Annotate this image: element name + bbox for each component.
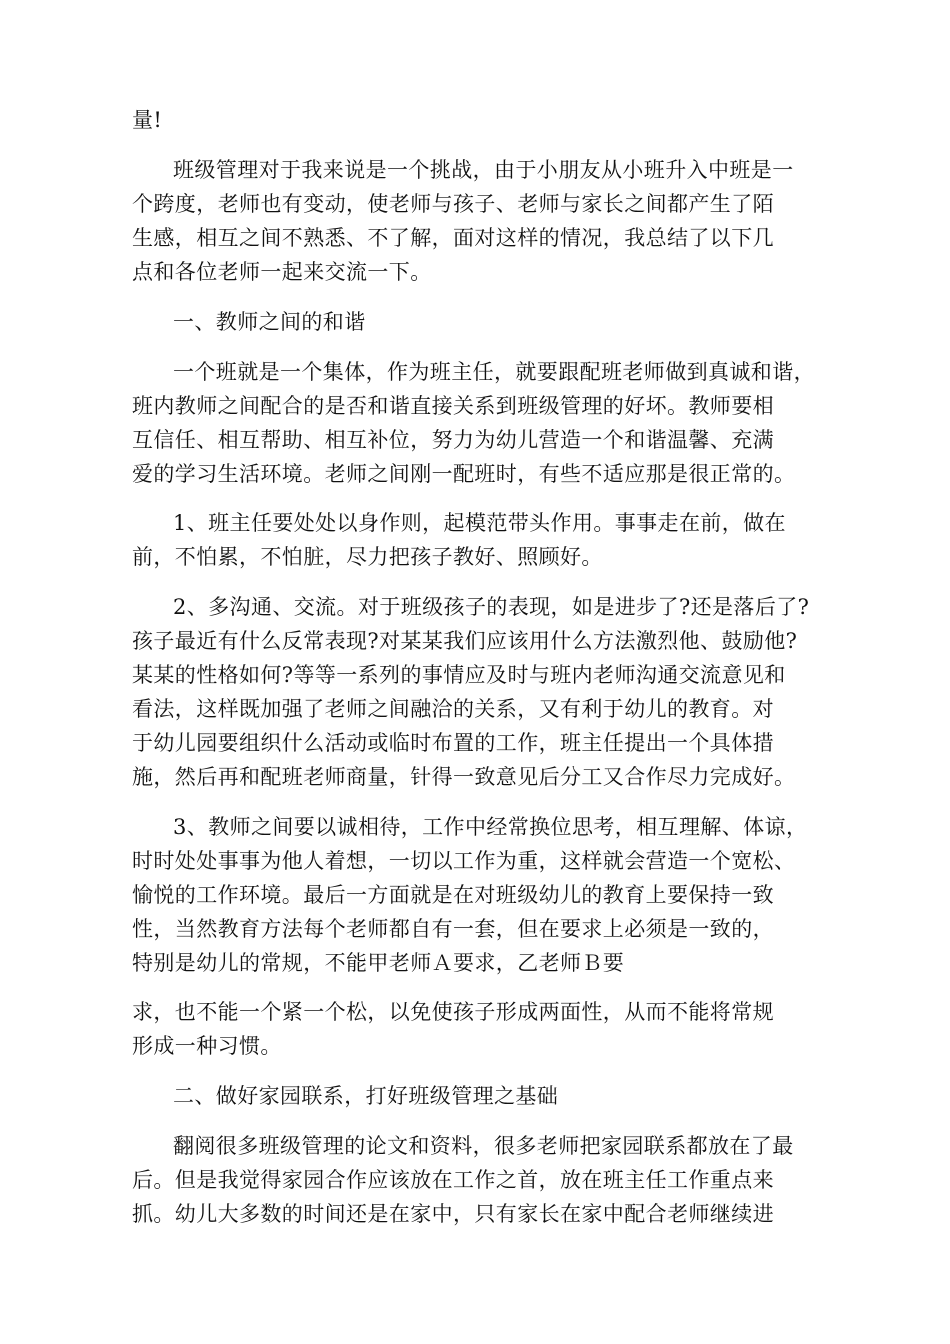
section-heading: 二、做好家园联系，打好班级管理之基础 — [173, 1084, 559, 1108]
text-line: 互信任、相互帮助、相互补位，努力为幼儿营造一个和谐温馨、充满 — [132, 428, 774, 452]
text-line: 施，然后再和配班老师商量，针得一致意见后分工又合作尽力完成好。 — [132, 765, 796, 789]
text-line: 生感，相互之间不熟悉、不了解，面对这样的情况，我总结了以下几 — [132, 226, 774, 250]
text-line: 个跨度，老师也有变动，使老师与孩子、老师与家长之间都产生了陌 — [132, 192, 774, 216]
paragraph-line: 2、多沟通、交流。对于班级孩子的表现，如是进步了?还是落后了? — [173, 595, 810, 619]
text-line: 特别是幼儿的常规，不能甲老师Ａ要求，乙老师Ｂ要 — [132, 951, 625, 975]
paragraph-line: 3、教师之间要以诚相待，工作中经常换位思考，相互理解、体谅， — [173, 815, 808, 839]
text-line: 于幼儿园要组织什么活动或临时布置的工作，班主任提出一个具体措 — [132, 731, 774, 755]
text-line: 抓。幼儿大多数的时间还是在家中，只有家长在家中配合老师继续进 — [132, 1202, 774, 1226]
text-line: 看法，这样既加强了老师之间融洽的关系，又有利于幼儿的教育。对 — [132, 697, 774, 721]
text-line: 孩子最近有什么反常表现?对某某我们应该用什么方法激烈他、鼓励他? — [132, 629, 798, 653]
paragraph-line: 班级管理对于我来说是一个挑战，由于小朋友从小班升入中班是一 — [173, 158, 794, 182]
text-line: 后。但是我觉得家园合作应该放在工作之首，放在班主任工作重点来 — [132, 1168, 774, 1192]
text-line: 前，不怕累，不怕脏，尽力把孩子教好、照顾好。 — [132, 545, 603, 569]
text-line: 班内教师之间配合的是否和谐直接关系到班级管理的好坏。教师要相 — [132, 394, 774, 418]
text-line: 爱的学习生活环境。老师之间刚一配班时，有些不适应那是很正常的。 — [132, 462, 796, 486]
section-heading: 一、教师之间的和谐 — [173, 310, 366, 334]
text-line: 点和各位老师一起来交流一下。 — [132, 260, 432, 284]
text-line: 性，当然教育方法每个老师都自有一套，但在要求上必须是一致的， — [132, 917, 774, 941]
text-line: 某某的性格如何?等等一系列的事情应及时与班内老师沟通交流意见和 — [132, 663, 786, 687]
paragraph-line: 翻阅很多班级管理的论文和资料，很多老师把家园联系都放在了最 — [173, 1134, 794, 1158]
text-line: 愉悦的工作环境。最后一方面就是在对班级幼儿的教育上要保持一致 — [132, 883, 774, 907]
paragraph-line: 一个班就是一个集体，作为班主任，就要跟配班老师做到真诚和谐， — [173, 360, 815, 384]
text-line: 求，也不能一个紧一个松，以免使孩子形成两面性，从而不能将常规 — [132, 1000, 774, 1024]
paragraph-line: 1、班主任要处处以身作则，起模范带头作用。事事走在前，做在 — [173, 511, 786, 535]
text-line: 形成一种习惯。 — [132, 1034, 282, 1058]
text-line: 量! — [132, 108, 163, 132]
text-line: 时时处处事事为他人着想，一切以工作为重，这样就会营造一个宽松、 — [132, 849, 796, 873]
